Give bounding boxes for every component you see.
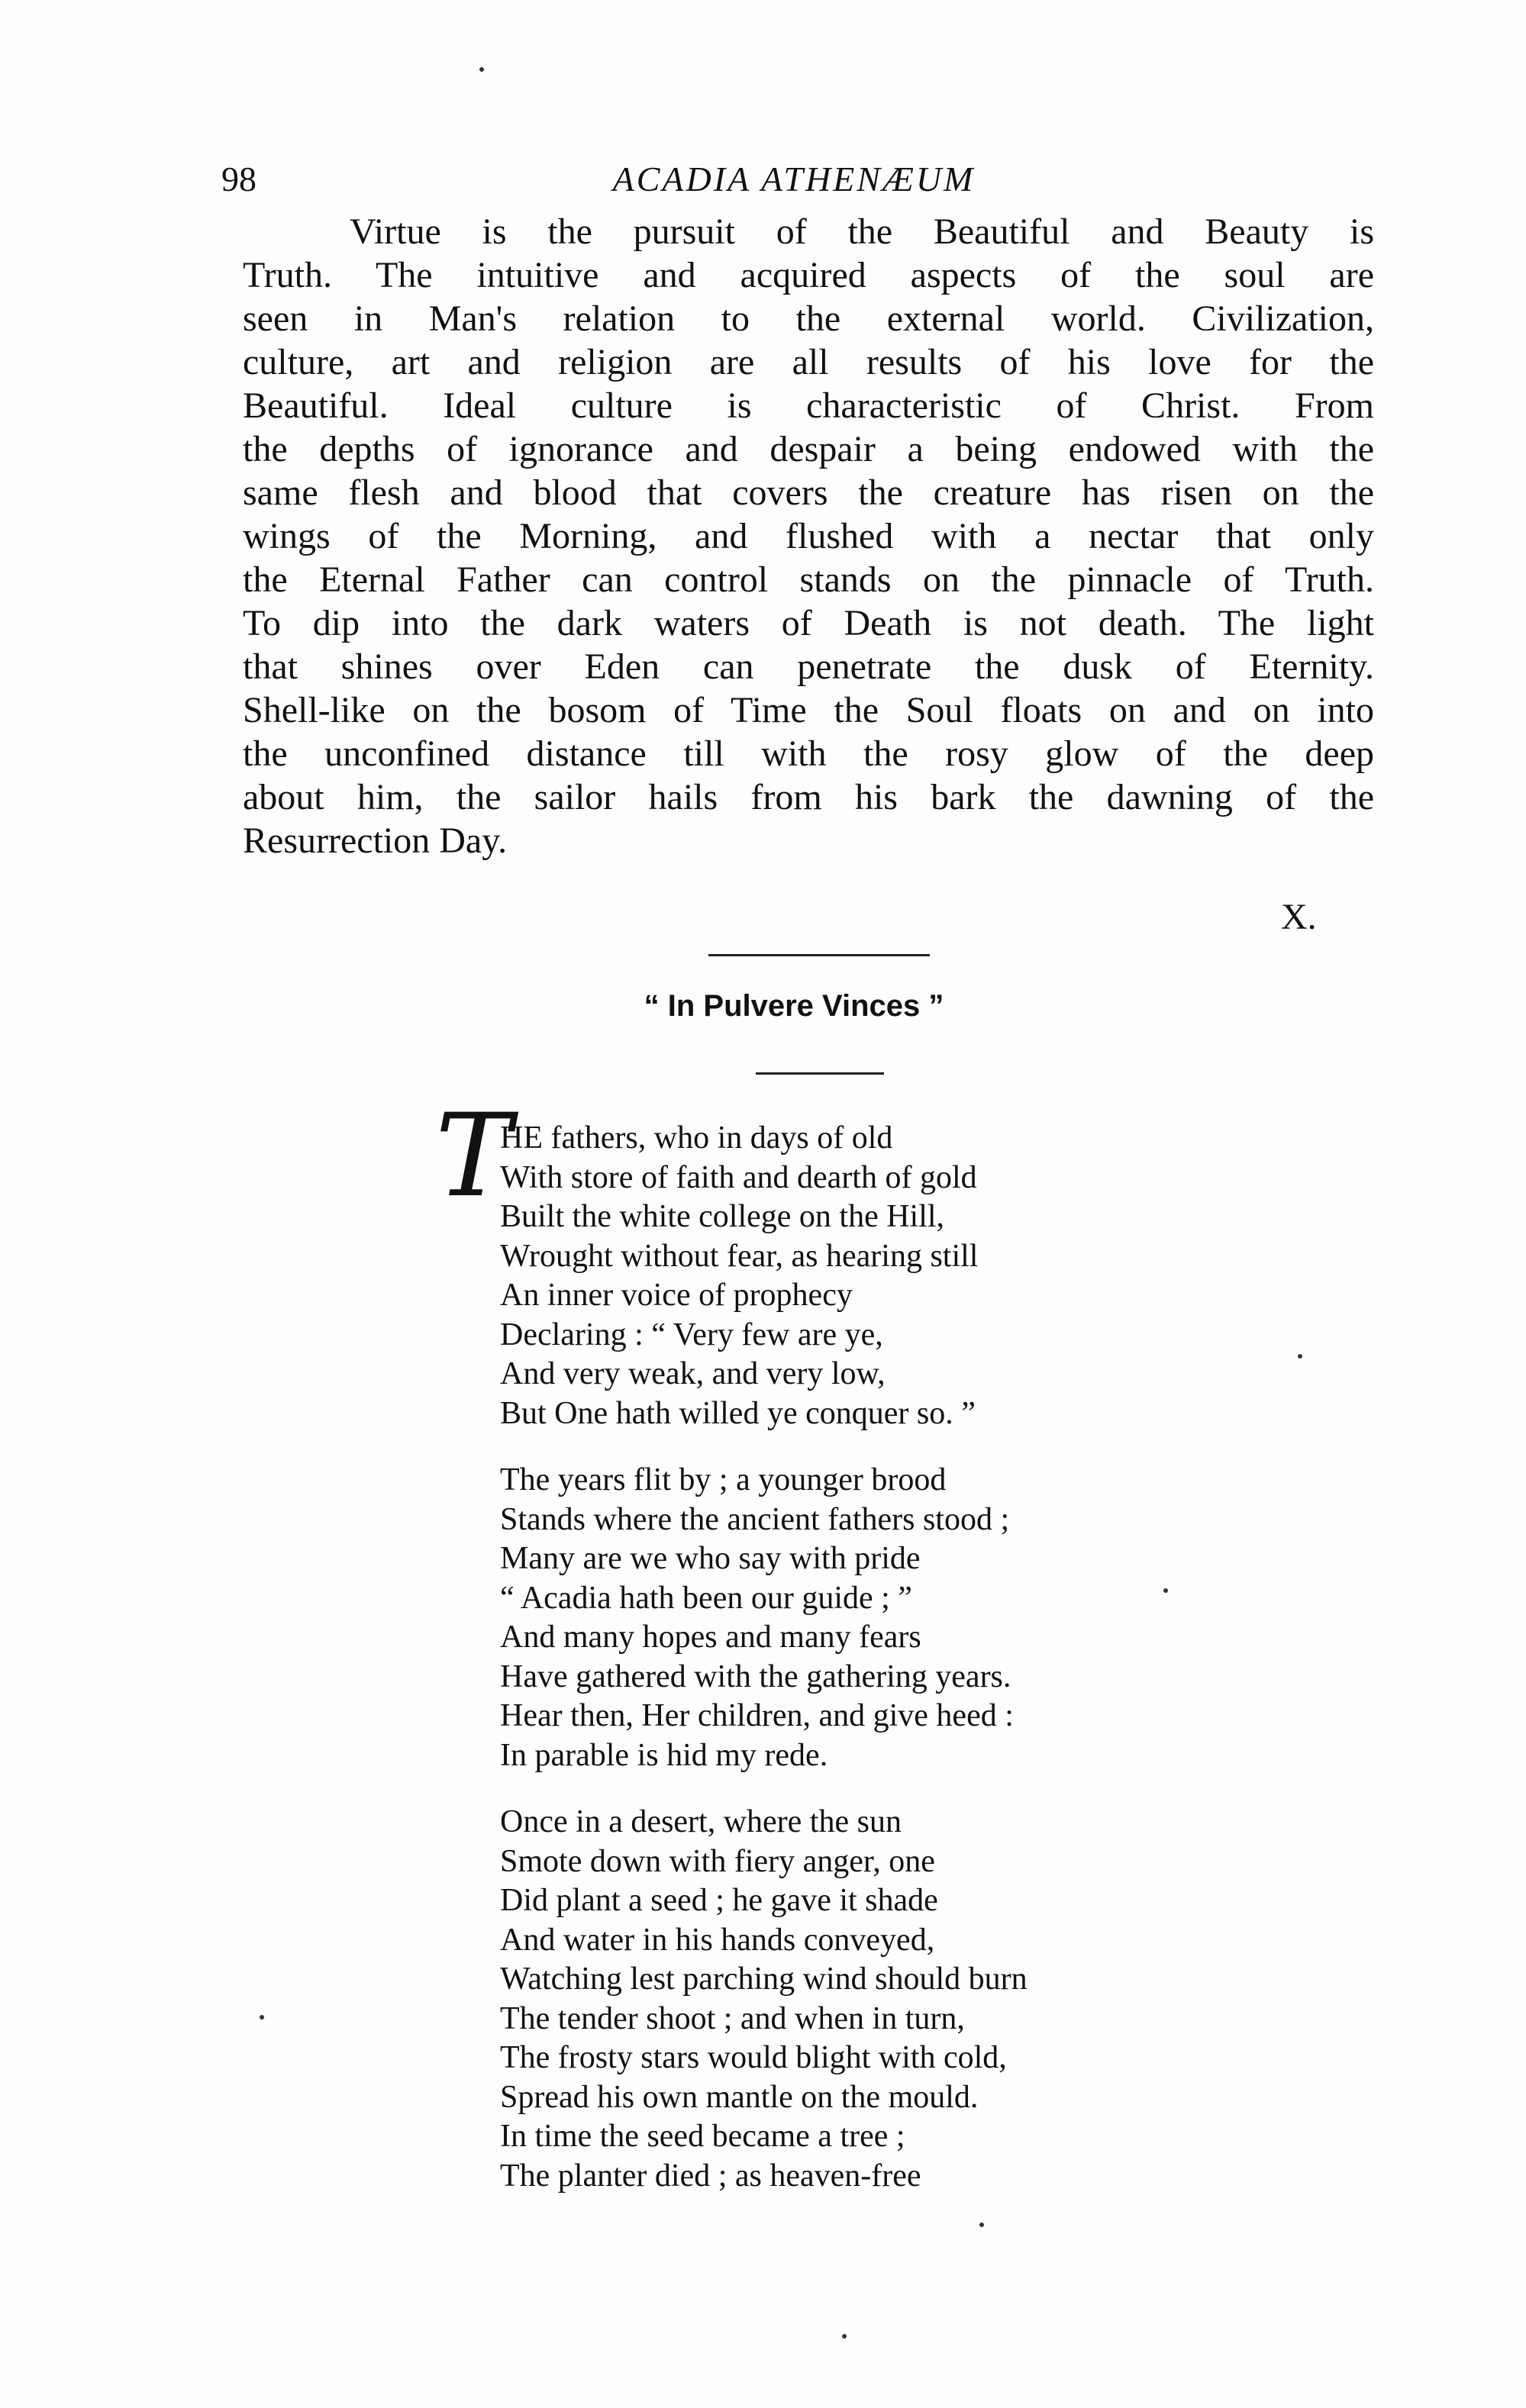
poem-line: The years flit by ; a younger brood: [500, 1462, 947, 1497]
poem-line: HE fathers, who in days of old: [500, 1120, 893, 1156]
poem-line: In time the seed became a tree ;: [500, 2119, 905, 2154]
title-underline: [756, 1072, 884, 1075]
essay-paragraph: [243, 210, 1374, 862]
text-line: the unconfined distance till with the rosy glow of the deep: [243, 733, 1374, 774]
poem-line: With store of faith and dearth of gold: [500, 1159, 977, 1195]
section-divider: [708, 954, 930, 956]
poem-line: Watching lest parching wind should burn: [500, 1962, 1028, 1997]
stanza: [500, 1119, 1302, 1433]
author-signature: X.: [1281, 897, 1317, 937]
ink-speck: [260, 2015, 264, 2020]
poem-line: “ Acadia hath been our guide ; ”: [500, 1580, 912, 1616]
text-line: Resurrection Day.: [243, 820, 508, 861]
text-line: Virtue is the pursuit of the Beautiful and Beauty is: [350, 211, 1374, 252]
poem-line: Spread his own mantle on the mould.: [500, 2079, 979, 2115]
poem-title: “ In Pulvere Vinces ”: [644, 989, 944, 1023]
text-line: the depths of ignorance and despair a being endowed with the: [243, 429, 1374, 469]
poem-line: And very weak, and very low,: [500, 1356, 886, 1391]
poem-line: In parable is hid my rede.: [500, 1737, 828, 1773]
text-line: Shell-like on the bosom of Time the Soul floats on and on into: [243, 690, 1374, 730]
running-title: ACADIA ATHENÆUM: [612, 160, 976, 198]
poem-body: [500, 1119, 1302, 2223]
poem-line: Have gathered with the gathering years.: [500, 1659, 1011, 1694]
poem-line: Smote down with fiery anger, one: [500, 1843, 935, 1879]
poem-line: Hear then, Her children, and give heed :: [500, 1698, 1014, 1733]
text-line: Truth. The intuitive and acquired aspects of the soul are: [243, 255, 1374, 295]
text-line: culture, art and religion are all results of his love for the: [243, 342, 1374, 382]
page-number: 98: [221, 160, 256, 198]
poem-line: The frosty stars would blight with cold,: [500, 2040, 1007, 2075]
ink-speck: [479, 67, 484, 72]
text-line: same flesh and blood that covers the creature has risen on the: [243, 472, 1374, 513]
text-line: that shines over Eden can penetrate the dusk of Eternity.: [243, 646, 1374, 687]
poem-line: Once in a desert, where the sun: [500, 1804, 902, 1839]
poem-line: The planter died ; as heaven-free: [500, 2158, 921, 2194]
poem-line: Built the white college on the Hill,: [500, 1199, 945, 1234]
drop-cap: T: [435, 1090, 512, 1223]
text-line: Beautiful. Ideal culture is characteristic of Christ. From: [243, 385, 1374, 426]
poem-line: An inner voice of prophecy: [500, 1278, 853, 1313]
text-line: wings of the Morning, and flushed with a nectar that only: [243, 516, 1374, 556]
poem-line: Did plant a seed ; he gave it shade: [500, 1883, 938, 1918]
text-line: seen in Man's relation to the external world. Civilization,: [243, 298, 1374, 339]
poem-line: But One hath willed ye conquer so. ”: [500, 1395, 976, 1431]
stanza: [500, 1461, 1302, 1775]
poem-line: Wrought without fear, as hearing still: [500, 1238, 979, 1274]
poem-line: The tender shoot ; and when in turn,: [500, 2000, 965, 2036]
text-line: about him, the sailor hails from his bark the dawning of the: [243, 777, 1374, 817]
poem-line: Stands where the ancient fathers stood ;: [500, 1501, 1010, 1537]
poem-line: Many are we who say with pride: [500, 1541, 921, 1576]
page-header: [221, 156, 1382, 202]
poem-line: Declaring : “ Very few are ye,: [500, 1317, 883, 1352]
poem-line: And many hopes and many fears: [500, 1620, 921, 1655]
text-line: To dip into the dark waters of Death is not death. The light: [243, 603, 1374, 643]
poem-line: And water in his hands conveyed,: [500, 1922, 935, 1958]
ink-speck: [842, 2334, 847, 2339]
stanza: [500, 1803, 1302, 2196]
text-line: the Eternal Father can control stands on the pinnacle of Truth.: [243, 559, 1374, 600]
